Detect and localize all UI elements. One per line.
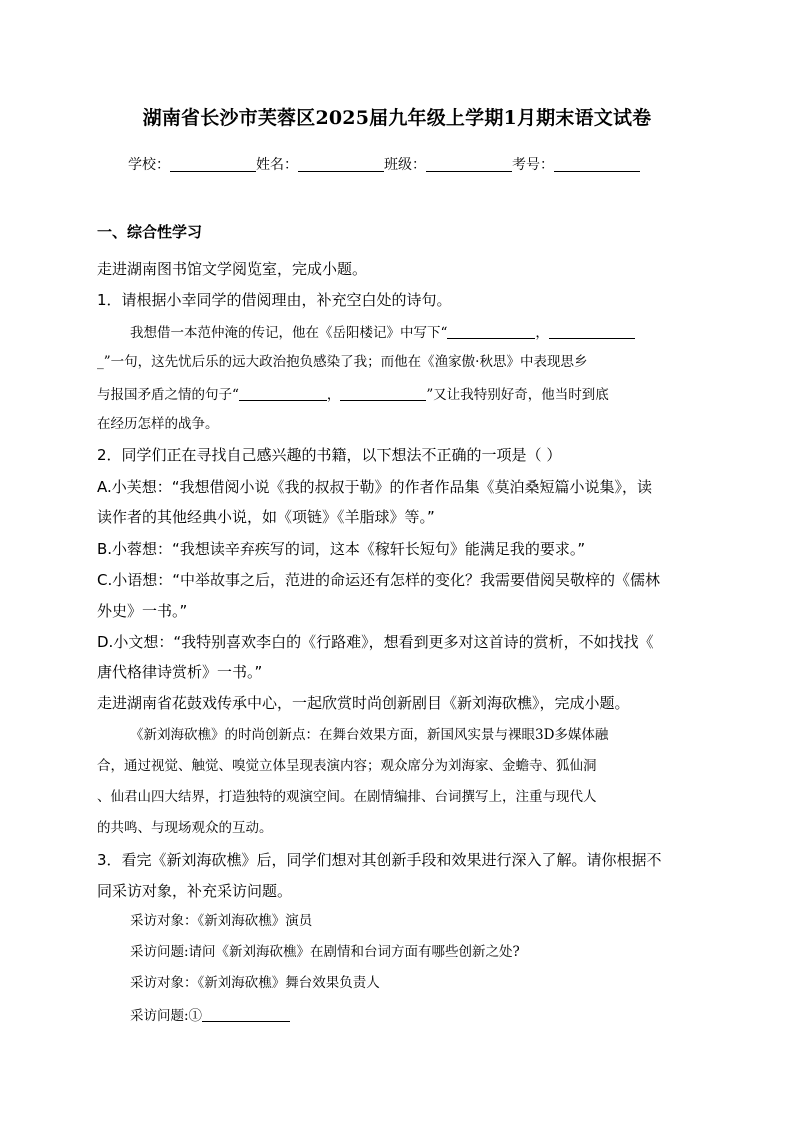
exam-no-label: 考号： [512,157,554,173]
intro-library: 走进湖南图书馆文学阅览室，完成小题。 [97,260,368,278]
option-c-line-1: C.小语想：“中举故事之后，范进的命运还有怎样的变化？我需要借阅吴敬梓的《儒林 [97,571,661,589]
student-info-row [128,154,640,174]
option-a-line-1: A.小芙想：“我想借阅小说《我的叔叔于勒》的作者作品集《莫泊桑短篇小说集》，读 [97,478,653,496]
name-label: 姓名： [256,157,298,173]
poem-blank-3[interactable] [239,387,327,401]
question-1-line-2: _”一句，这先忧后乐的远大政治抱负感染了我；而他在《渔家傲·秋思》中表现思乡 [97,354,588,370]
class-label: 班级： [384,157,426,173]
question-1-line-1: 我想借一本范仲淹的传记，他在《岳阳楼记》中写下“ ， [130,325,697,341]
option-b: B.小蓉想：“我想读辛弃疾写的词，这本《稼轩长短句》能满足我的要求。” [97,540,586,558]
option-c-line-2: 外史》一书。” [97,602,188,620]
question-1-stem: 1．请根据小幸同学的借阅理由，补充空白处的诗句。 [97,291,452,309]
option-a-line-2: 读作者的其他经典小说，如《项链》《羊脂球》等。” [97,508,435,526]
question-1-line-3: 与报国矛盾之情的句子“ ， ”又让我特别好奇，他当时到底 [97,387,609,403]
section-heading: 一、综合性学习 [97,223,203,241]
interview-question-1: 采访问题:请问《新刘海砍樵》在剧情和台词方面有哪些创新之处? [130,944,520,960]
school-blank[interactable] [170,157,256,172]
page-title: 湖南省长沙市芙蓉区2025届九年级上学期1月期末语文试卷 [142,107,652,129]
poem-blank-2[interactable] [549,325,635,339]
option-d-line-2: 唐代格律诗赏析》一书。” [97,663,263,681]
poem-blank-1[interactable] [447,325,535,339]
poem-blank-4[interactable] [340,387,426,401]
name-blank[interactable] [298,157,384,172]
material-line-4: 的共鸣、与现场观众的互动。 [97,820,273,836]
question-3-stem-2: 同采访对象，补充采访问题。 [97,882,293,900]
intro-opera: 走进湖南省花鼓戏传承中心，一起欣赏时尚创新剧目《新刘海砍樵》，完成小题。 [97,694,630,712]
material-line-2: 合，通过视觉、触觉、嗅觉立体呈现表演内容；观众席分为刘海家、金蟾寺、狐仙洞 [97,758,597,774]
interview-question-2: 采访问题:① [130,1008,730,1024]
material-line-3: 、仙君山四大结界，打造独特的观演空间。在剧情编排、台词撰写上，注重与现代人 [97,789,597,805]
exam-no-blank[interactable] [554,157,640,172]
question-2-stem: 2．同学们正在寻找自己感兴趣的书籍，以下想法不正确的一项是（ ） [97,446,562,464]
question-3-stem-1: 3．看完《新刘海砍樵》后，同学们想对其创新手段和效果进行深入了解。请你根据不 [97,851,662,869]
option-d-line-1: D.小文想：“我特别喜欢李白的《行路难》，想看到更多对这首诗的赏析，不如找找《 [97,633,654,651]
school-label: 学校： [128,157,170,173]
class-blank[interactable] [426,157,512,172]
interview-object-1: 采访对象：《新刘海砍樵》演员 [130,913,313,929]
material-line-1: 《新刘海砍樵》的时尚创新点：在舞台效果方面，新国风实景与裸眼3D多媒体融 [130,727,609,743]
interview-answer-blank[interactable] [202,1008,290,1022]
interview-object-2: 采访对象：《新刘海砍樵》舞台效果负责人 [130,975,380,991]
question-1-line-4: 在经历怎样的战争。 [97,416,219,432]
